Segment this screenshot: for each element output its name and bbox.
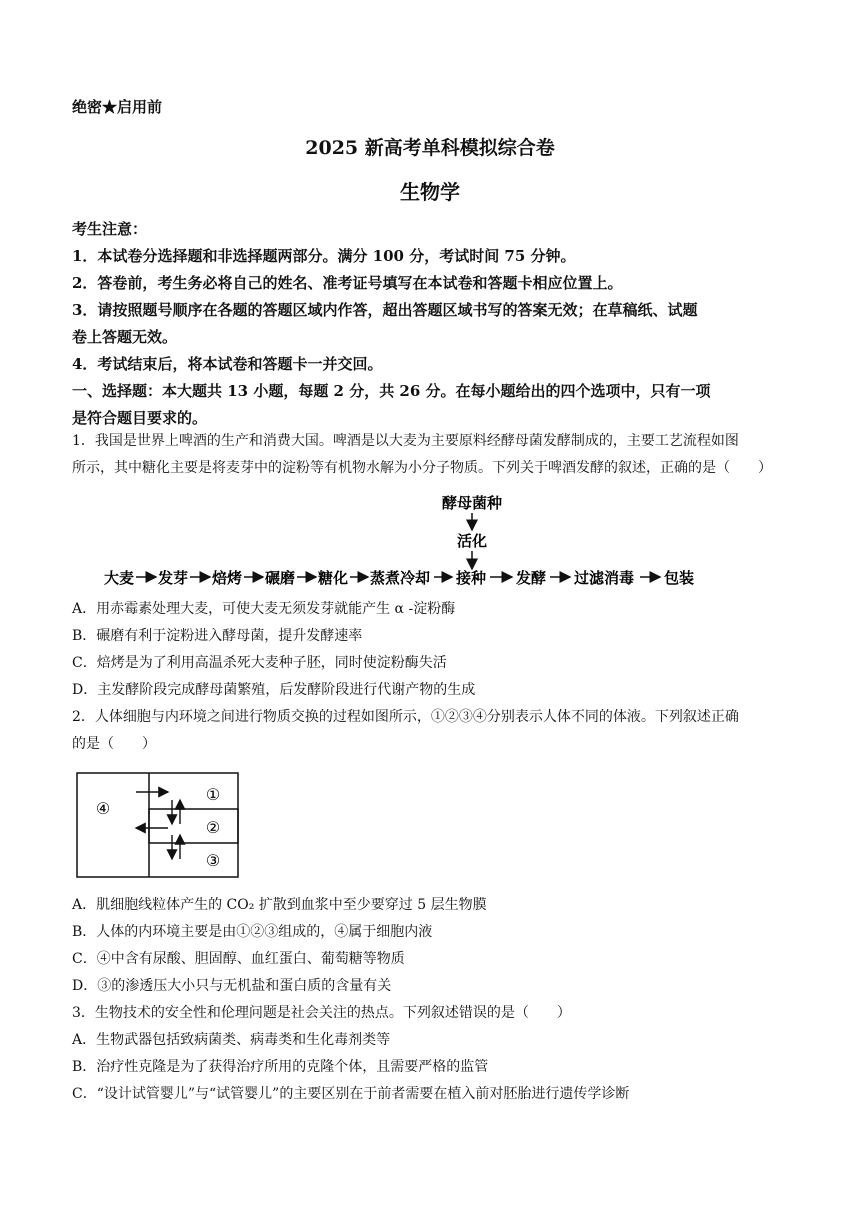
subject-title: 生物学 xyxy=(400,180,460,204)
q1-stem-line: 1．我国是世界上啤酒的生产和消费大国。啤酒是以大麦为主要原料经酵母菌发酵制成的，主要工艺流程如图 xyxy=(72,433,739,449)
notice-item: 3．请按照题号顺序在各题的答题区域内作答，超出答题区域书写的答案无效；在草稿纸、试题 xyxy=(72,301,698,319)
flow-step: 包装 xyxy=(664,569,695,587)
flow-step: 碾磨 xyxy=(265,569,296,587)
brewing-flowchart xyxy=(100,490,800,590)
q2-stem-line: 2．人体细胞与内环境之间进行物质交换的过程如图所示，①②③④分别表示人体不同的体液。下列叙述正确 xyxy=(72,709,739,725)
flow-mid-label: 活化 xyxy=(456,532,488,550)
option-b: B．碾磨有利于淀粉进入酵母菌，提升发酵速率 xyxy=(72,628,363,644)
question-2-options xyxy=(72,892,792,1000)
option-a: A．用赤霉素处理大麦，可使大麦无须发芽就能产生 α -淀粉酶 xyxy=(72,601,456,617)
q3-stem: 3．生物技术的安全性和伦理问题是社会关注的热点。下列叙述错误的是（ ） xyxy=(72,1005,571,1021)
question-3 xyxy=(72,1000,792,1108)
exam-title: 2025 新高考单科模拟综合卷 xyxy=(305,137,555,159)
exam-notice xyxy=(72,216,792,432)
section-heading: 一、选择题：本大题共 13 小题，每题 2 分，共 26 分。在每小题给出的四个选项中，只有一项 xyxy=(72,382,711,400)
flow-steps xyxy=(104,569,694,587)
flow-step: 发酵 xyxy=(516,569,547,587)
flow-step: 发芽 xyxy=(158,569,189,587)
flow-top-label: 酵母菌种 xyxy=(441,494,503,512)
option-c: C．“设计试管婴儿”与“试管婴儿”的主要区别在于前者需要在植入前对胚胎进行遗传学诊断 xyxy=(72,1086,630,1102)
label-fluid-3: ③ xyxy=(205,851,221,870)
flow-step: 过滤消毒 xyxy=(574,569,635,587)
label-fluid-4: ④ xyxy=(95,799,111,818)
option-b: B．人体的内环境主要是由①②③组成的，④属于细胞内液 xyxy=(72,924,433,940)
option-c: C．④中含有尿酸、胆固醇、血红蛋白、葡萄糖等物质 xyxy=(72,951,405,967)
flow-step: 焙烤 xyxy=(212,569,243,587)
body-fluid-diagram xyxy=(76,770,246,880)
option-b: B．治疗性克隆是为了获得治疗所用的克隆个体，且需要严格的监管 xyxy=(72,1059,489,1075)
notice-heading: 考生注意： xyxy=(72,220,148,238)
question-1-options xyxy=(72,596,792,704)
flow-step: 接种 xyxy=(456,569,487,587)
question-1-stem xyxy=(72,428,792,482)
notice-item: 卷上答题无效。 xyxy=(72,328,178,346)
label-fluid-1: ① xyxy=(205,785,221,804)
option-a: A．肌细胞线粒体产生的 CO₂ 扩散到血浆中至少要穿过 5 层生物膜 xyxy=(72,897,487,913)
notice-item: 2．答卷前，考生务必将自己的姓名、准考证号填写在本试卷和答题卡相应位置上。 xyxy=(72,274,623,292)
section-heading-cont: 是符合题目要求的。 xyxy=(72,409,208,427)
option-a: A．生物武器包括致病菌类、病毒类和生化毒剂类等 xyxy=(72,1032,391,1048)
notice-item: 4．考试结束后，将本试卷和答题卡一并交回。 xyxy=(72,355,383,373)
option-d: D．主发酵阶段完成酵母菌繁殖，后发酵阶段进行代谢产物的生成 xyxy=(72,682,476,698)
confidential-mark: 绝密★启用前 xyxy=(72,98,163,116)
notice-item: 1．本试卷分选择题和非选择题两部分。满分 100 分，考试时间 75 分钟。 xyxy=(72,247,576,265)
question-2-stem xyxy=(72,704,792,758)
q2-stem-line: 的是（ ） xyxy=(72,736,156,752)
option-d: D．③的渗透压大小只与无机盐和蛋白质的含量有关 xyxy=(72,978,392,994)
option-c: C．焙烤是为了利用高温杀死大麦种子胚，同时使淀粉酶失活 xyxy=(72,655,447,671)
flow-step: 蒸煮冷却 xyxy=(370,569,431,587)
flow-step: 大麦 xyxy=(104,569,135,587)
q1-stem-line: 所示，其中糖化主要是将麦芽中的淀粉等有机物水解为小分子物质。下列关于啤酒发酵的叙述，正确的是（ ） xyxy=(72,460,772,476)
label-fluid-2: ② xyxy=(205,818,221,837)
flow-step: 糖化 xyxy=(318,569,349,587)
